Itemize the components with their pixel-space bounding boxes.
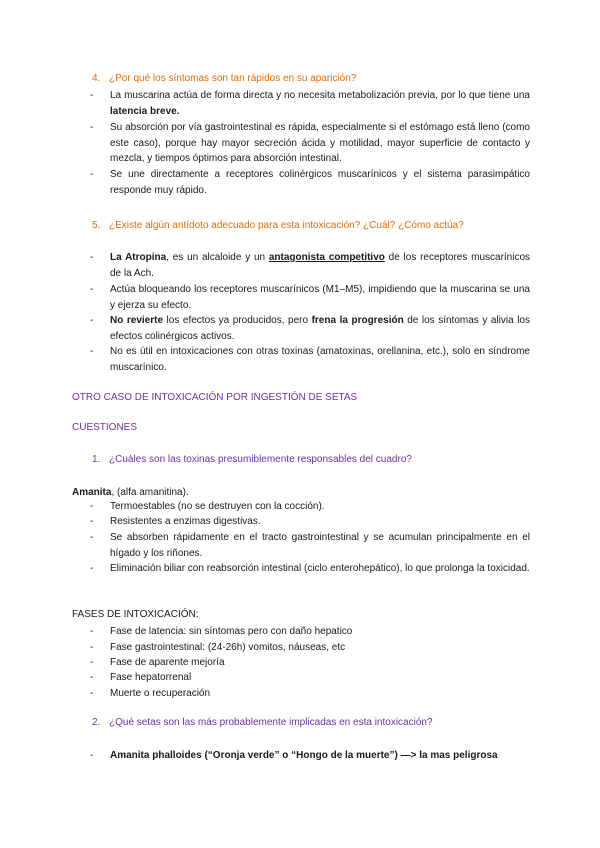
amanita-line <box>72 487 189 498</box>
section-title: OTRO CASO DE INTOXICACIÓN POR INGESTIÓN DE SETAS <box>72 392 358 403</box>
cuestion-2 <box>92 717 433 728</box>
fase-item-1 <box>90 624 530 640</box>
bullet-dash: - <box>90 122 94 133</box>
question-5-number: 5. <box>92 220 101 231</box>
bullet-dash: - <box>90 252 94 263</box>
fase-item-2-text: Fase gastrointestinal: (24-26h) vomitos, náuseas, etc <box>110 642 346 653</box>
bullet-dash: - <box>90 626 94 637</box>
cuestiones-heading: CUESTIONES <box>72 422 138 433</box>
amanita-bullet-3-text: Se absorben rápidamente en el tracto gastrointestinal y se acumulan principalmente en el hígado y los riñones. <box>110 532 530 559</box>
bullet-dash: - <box>90 688 94 699</box>
question-4-number: 4. <box>92 73 101 84</box>
fase-item-5-text: Muerte o recuperación <box>110 688 211 699</box>
q5-bullet-2 <box>90 282 530 313</box>
q5-bullet-3-mid: los efectos ya producidos, pero <box>163 315 312 326</box>
bullet-dash: - <box>90 501 94 512</box>
antagonista-term: antagonista competitivo <box>268 252 385 263</box>
q5-bullet-1-end: de los receptores muscarínicos de la Ach. <box>110 252 531 279</box>
amanita-bullet-3 <box>90 530 530 561</box>
fase-item-3 <box>90 655 530 671</box>
question-5 <box>92 220 464 231</box>
fase-item-5 <box>90 686 530 702</box>
q5-bullet-1 <box>90 250 530 281</box>
q4-bullet-1-text: La muscarina actúa de forma directa y no necesita metabolización previa, por lo que tiene una <box>110 90 530 101</box>
q4-bullet-1-bold: latencia breve. <box>110 105 180 117</box>
amanita-bullet-2-text: Resistentes a enzimas digestivas. <box>110 516 261 527</box>
q4-bullet-3-text: Se une directamente a receptores colinérgicos muscarínicos y el sistema parasimpático responde muy rápido. <box>110 169 530 196</box>
cuestion-1-text: ¿Cuáles son las toxinas presumiblemente responsables del cuadro? <box>109 454 412 465</box>
fase-item-1-text: Fase de latencia: sin síntomas pero con daño hepatico <box>110 626 353 637</box>
question-4-text: ¿Por qué los síntomas son tan rápidos en su aparición? <box>109 73 357 84</box>
q5-bullet-1-mid: , es un alcaloide y un <box>166 252 269 263</box>
bullet-dash: - <box>90 750 94 761</box>
bullet-dash: - <box>90 657 94 668</box>
bullet-dash: - <box>90 532 94 543</box>
bullet-dash: - <box>90 90 94 101</box>
bullet-dash: - <box>90 672 94 683</box>
fases-title: FASES DE INTOXICACIÓN: <box>72 609 199 620</box>
fase-item-2 <box>90 640 530 656</box>
q5-bullet-4-text: No es útil en intoxicaciones con otras toxinas (amatoxinas, orellanina, etc.), solo en síndrome muscarínico. <box>110 346 530 373</box>
cuestion-2-text: ¿Qué setas son las más probablemente implicadas en esta intoxicación? <box>109 717 433 728</box>
q4-bullet-3 <box>90 167 530 198</box>
last-bullet <box>90 748 530 764</box>
q5-bullet-3-end: de los síntomas y alivia los efectos colinérgicos activos. <box>110 315 530 342</box>
cuestion-1 <box>92 454 412 465</box>
bullet-dash: - <box>90 563 94 574</box>
q4-bullet-2-text: Su absorción por vía gastrointestinal es rápida, especialmente si el estómago está lleno (como este caso), porque hay mayor secreción ácida y motilidad, mayor superficie de contacto y mezcla, y tiempos óptimos para absorción intestinal. <box>110 122 530 164</box>
amanita-label: Amanita <box>72 487 112 498</box>
q5-bullet-4 <box>90 344 530 375</box>
amanita-bullet-4-text: Eliminación biliar con reabsorción intestinal (ciclo enterohepático), lo que prolonga la toxicidad. <box>110 563 530 574</box>
frena-label: frena la progresión <box>311 315 404 326</box>
bullet-dash: - <box>90 642 94 653</box>
bullet-dash: - <box>90 284 94 295</box>
fase-item-4-text: Fase hepatorrenal <box>110 672 192 683</box>
q4-bullet-1 <box>90 88 530 119</box>
question-5-text: ¿Existe algún antídoto adecuado para esta intoxicación? ¿Cuál? ¿Cómo actúa? <box>109 220 464 231</box>
no-revierte-label: No revierte <box>110 315 164 326</box>
q5-bullet-3 <box>90 313 530 344</box>
amanita-bullet-2 <box>90 514 530 530</box>
cuestion-2-number: 2. <box>92 717 101 728</box>
amanita-bullet-1-text: Termoestables (no se destruyen con la cocción). <box>110 501 325 512</box>
q5-bullet-2-text: Actúa bloqueando los receptores muscarínicos (M1–M5), impidiendo que la muscarina se una y ejerza su efecto. <box>110 284 530 311</box>
fase-item-4 <box>90 670 530 686</box>
amanita-phalloides-text: Amanita phalloides (“Oronja verde” o “Hongo de la muerte”) —> la mas peligrosa <box>110 750 498 761</box>
cuestion-1-number: 1. <box>92 454 101 465</box>
bullet-dash: - <box>90 516 94 527</box>
fase-item-3-text: Fase de aparente mejoría <box>110 657 225 668</box>
bullet-dash: - <box>90 169 94 180</box>
question-4 <box>92 73 356 84</box>
q4-bullet-2 <box>90 120 530 167</box>
atropina-label: La Atropina <box>110 252 167 263</box>
bullet-dash: - <box>90 346 94 357</box>
amanita-bullet-4 <box>90 561 530 577</box>
amanita-rest: , (alfa amanitina). <box>111 487 189 498</box>
bullet-dash: - <box>90 315 94 326</box>
amanita-bullet-1 <box>90 499 530 515</box>
